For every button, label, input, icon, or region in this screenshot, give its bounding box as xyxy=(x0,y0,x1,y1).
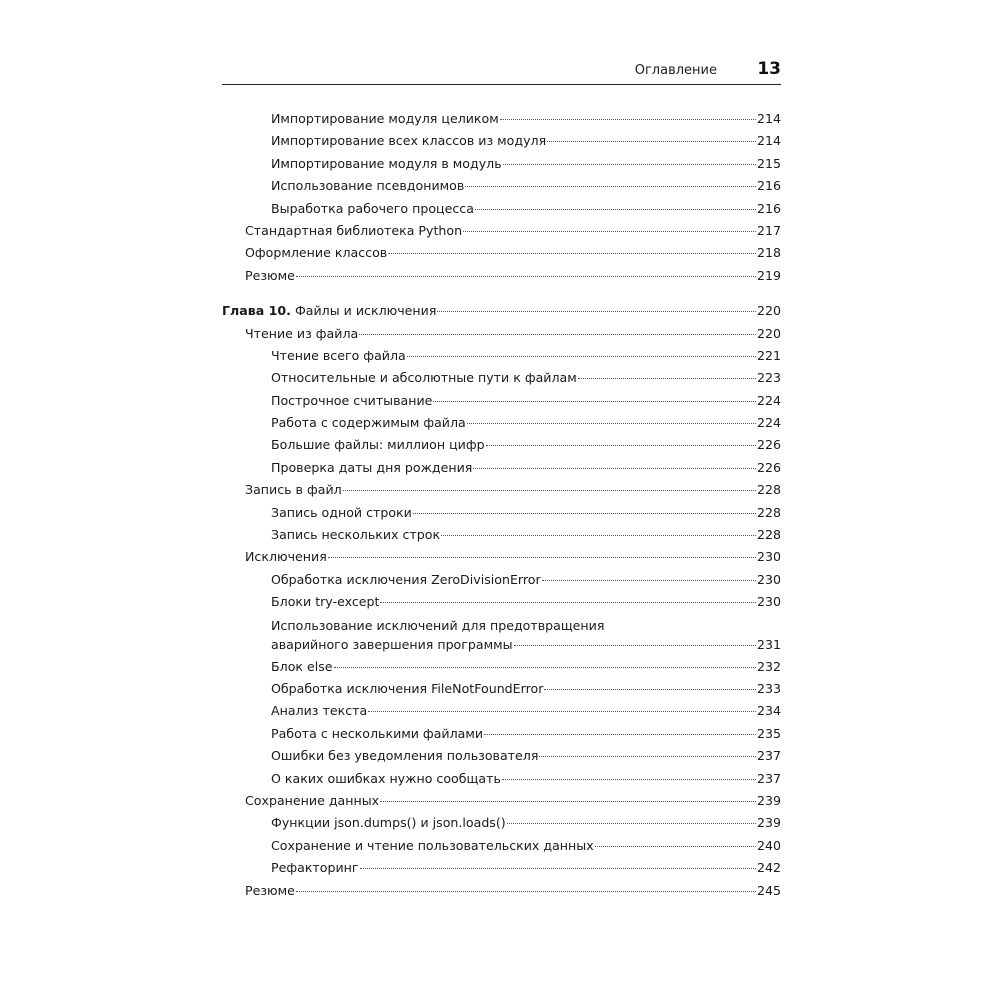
toc-entry-page: 224 xyxy=(756,415,781,431)
toc-entry xyxy=(222,412,781,434)
toc-entry-title: Стандартная библиотека Python xyxy=(245,222,463,238)
leader-dots xyxy=(547,140,756,142)
toc-entry-title: Обработка исключения ZeroDivisionError xyxy=(271,571,541,587)
toc-entry-page: 228 xyxy=(756,527,781,543)
toc-entry-page: 231 xyxy=(756,636,781,652)
toc-entry-page: 232 xyxy=(756,658,781,674)
toc-entry-title xyxy=(222,300,436,322)
leader-dots xyxy=(500,118,756,120)
leader-dots xyxy=(360,867,756,869)
toc-entry-page: 237 xyxy=(756,770,781,786)
toc-entry xyxy=(222,546,781,568)
toc-entry xyxy=(222,479,781,501)
leader-dots xyxy=(578,377,756,379)
toc-entry-page: 215 xyxy=(756,155,781,171)
toc-entry-page: 237 xyxy=(756,748,781,764)
leader-dots xyxy=(437,310,756,312)
toc-entry-title: Выработка рабочего процесса xyxy=(271,200,474,216)
toc-entry xyxy=(222,130,781,152)
leader-dots xyxy=(467,422,756,424)
toc-entry xyxy=(222,723,781,745)
toc-entry-title: Работа с несколькими файлами xyxy=(271,725,484,741)
leader-dots xyxy=(503,163,756,165)
toc-entry-page: 242 xyxy=(756,860,781,876)
toc-entry xyxy=(222,678,781,700)
toc-entry-page: 240 xyxy=(756,837,781,853)
toc-entry xyxy=(222,242,781,264)
toc-entry xyxy=(222,569,781,591)
toc-entry-page: 226 xyxy=(756,459,781,475)
toc-entry-title: Запись в файл xyxy=(245,482,342,498)
leader-dots xyxy=(296,275,756,277)
toc-entry-page: 223 xyxy=(756,370,781,386)
leader-dots xyxy=(388,252,756,254)
leader-dots xyxy=(465,185,756,187)
toc-entry-title: Анализ текста xyxy=(271,703,368,719)
toc-entry-page: 233 xyxy=(756,680,781,696)
toc-entry-title: Построчное считывание xyxy=(271,392,433,408)
toc-entry xyxy=(222,390,781,412)
toc-entry xyxy=(222,880,781,902)
leader-dots xyxy=(542,579,756,581)
toc-entry xyxy=(222,457,781,479)
toc-entry-page: 234 xyxy=(756,703,781,719)
leader-dots xyxy=(368,710,756,712)
toc-entry xyxy=(222,367,781,389)
leader-dots xyxy=(484,733,756,735)
toc-entry-page: 220 xyxy=(756,303,781,319)
toc-entry-title: Резюме xyxy=(245,882,295,898)
toc-entry xyxy=(222,108,781,130)
toc-entry-page: 214 xyxy=(756,133,781,149)
toc-entry-title: Запись нескольких строк xyxy=(271,527,441,543)
leader-dots xyxy=(595,845,756,847)
toc-entry xyxy=(222,502,781,524)
toc-entry-title: Импортирование модуля в модуль xyxy=(271,155,502,171)
leader-dots xyxy=(380,601,756,603)
toc-entry-page: 228 xyxy=(756,482,781,498)
toc-entry-title: Относительные и абсолютные пути к файлам xyxy=(271,370,577,386)
toc-entry-title: Чтение из файла xyxy=(245,325,359,341)
header-page-number: 13 xyxy=(757,59,781,79)
toc-entry-title: Блок else xyxy=(271,658,333,674)
toc-entry-title: Исключения xyxy=(245,549,327,565)
toc-entry xyxy=(222,656,781,678)
leader-dots xyxy=(463,230,756,232)
leader-dots xyxy=(380,800,756,802)
leader-dots xyxy=(514,644,756,646)
leader-dots xyxy=(433,400,756,402)
toc-entry xyxy=(222,323,781,345)
toc-entry-title: Блоки try-except xyxy=(271,594,380,610)
toc-entry-title: Чтение всего файла xyxy=(271,347,406,363)
toc-entry-page: 228 xyxy=(756,504,781,520)
toc-entry-page: 239 xyxy=(756,815,781,831)
toc-entry xyxy=(222,857,781,879)
toc-entry-title: Использование исключений для предотвращения xyxy=(271,617,605,633)
leader-dots xyxy=(475,208,756,210)
toc-entry-title: О каких ошибках нужно сообщать xyxy=(271,770,501,786)
toc-entry xyxy=(222,700,781,722)
toc-entry-title: Сохранение данных xyxy=(245,792,380,808)
toc-entry-title: Обработка исключения FileNotFoundError xyxy=(271,680,544,696)
chapter-label: Глава 10. xyxy=(222,303,291,319)
toc-entry xyxy=(222,265,781,287)
chapter-title: Файлы и исключения xyxy=(294,303,437,319)
toc-entry-page: 221 xyxy=(756,347,781,363)
leader-dots xyxy=(473,467,756,469)
toc-entry xyxy=(222,524,781,546)
toc-entry-page: 226 xyxy=(756,437,781,453)
toc-entry-page: 216 xyxy=(756,200,781,216)
toc-entry-title: Оформление классов xyxy=(245,245,388,261)
leader-dots xyxy=(343,489,756,491)
leader-dots xyxy=(544,688,756,690)
toc-entry xyxy=(222,220,781,242)
toc-entry-title: Импортирование модуля целиком xyxy=(271,111,499,126)
toc-entry xyxy=(222,345,781,367)
toc-entry-title: Запись одной строки xyxy=(271,504,412,520)
toc-entry xyxy=(222,175,781,197)
toc-entry xyxy=(222,790,781,812)
toc-entry-page: 239 xyxy=(756,792,781,808)
toc-entry-title: Рефакторинг xyxy=(271,860,359,876)
toc-entry-page: 219 xyxy=(756,267,781,283)
toc-entry-page: 217 xyxy=(756,222,781,238)
toc-entry xyxy=(222,153,781,175)
toc-entry xyxy=(222,434,781,456)
toc-entry-page: 230 xyxy=(756,549,781,565)
toc-entry-title: Сохранение и чтение пользовательских данных xyxy=(271,837,594,853)
toc-entry-page: 216 xyxy=(756,178,781,194)
running-header xyxy=(222,58,781,85)
leader-dots xyxy=(328,556,756,558)
toc-entry xyxy=(222,198,781,220)
toc-entry-title: Импортирование всех классов из модуля xyxy=(271,133,547,149)
leader-dots xyxy=(296,890,756,892)
leader-dots xyxy=(539,755,756,757)
toc-chapter-entry xyxy=(222,300,781,322)
toc-entry-title: Функции json.dumps() и json.loads() xyxy=(271,815,506,831)
toc-entry-title-cont: аварийного завершения программы xyxy=(271,636,513,652)
leader-dots xyxy=(486,444,756,446)
toc-entry-page: 230 xyxy=(756,594,781,610)
toc-entry-title: Работа с содержимым файла xyxy=(271,415,466,431)
toc-entry-title: Использование псевдонимов xyxy=(271,178,465,194)
toc-entry xyxy=(222,835,781,857)
leader-dots xyxy=(441,534,756,536)
toc-entry xyxy=(222,768,781,790)
toc-entry-page: 220 xyxy=(756,325,781,341)
leader-dots xyxy=(334,666,756,668)
toc-entry-title: Резюме xyxy=(245,267,295,283)
leader-dots xyxy=(413,512,756,514)
toc-entry xyxy=(222,812,781,834)
toc-entry xyxy=(222,614,781,656)
leader-dots xyxy=(502,778,756,780)
toc-entry-page: 245 xyxy=(756,882,781,898)
toc-entry-page: 224 xyxy=(756,392,781,408)
leader-dots xyxy=(359,333,756,335)
toc-entry-page: 218 xyxy=(756,245,781,261)
table-of-contents xyxy=(222,108,781,902)
leader-dots xyxy=(407,355,756,357)
toc-entry xyxy=(222,745,781,767)
header-title: Оглавление xyxy=(634,63,717,78)
toc-entry-title: Ошибки без уведомления пользователя xyxy=(271,748,539,764)
leader-dots xyxy=(507,822,756,824)
toc-entry-page: 230 xyxy=(756,571,781,587)
toc-entry-title: Большие файлы: миллион цифр xyxy=(271,437,485,453)
toc-entry-page: 235 xyxy=(756,725,781,741)
toc-entry-page: 214 xyxy=(756,111,781,126)
toc-entry-title: Проверка даты дня рождения xyxy=(271,459,473,475)
toc-entry xyxy=(222,591,781,613)
